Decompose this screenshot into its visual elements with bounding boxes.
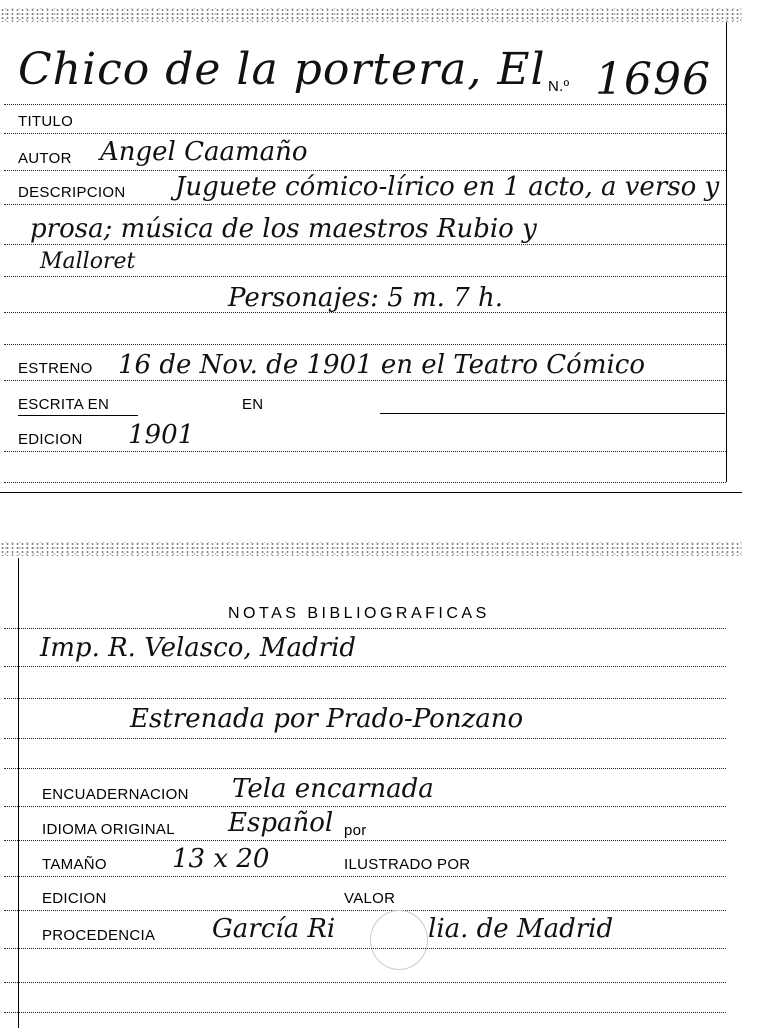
rule [4, 1012, 726, 1013]
rule [4, 876, 726, 877]
rule [4, 244, 726, 245]
rule [4, 806, 726, 807]
edicion-label: EDICION [18, 431, 83, 448]
punch-hole [370, 910, 428, 970]
notes-line-2: Estrenada por Prado-Ponzano [130, 704, 524, 734]
autor-value: Angel Caamaño [100, 137, 308, 167]
estreno-label: ESTRENO [18, 360, 93, 377]
encuadernacion-value: Tela encarnada [232, 774, 434, 804]
rule [4, 170, 726, 171]
rule [4, 982, 726, 983]
edicion-value: 1901 [128, 420, 195, 450]
rule [4, 344, 726, 345]
notas-heading: NOTAS BIBLIOGRAFICAS [228, 605, 490, 622]
rule [4, 738, 726, 739]
number-value: 1696 [595, 54, 711, 105]
descripcion-line-3: Malloret [40, 249, 136, 274]
card-bottom-edge [0, 492, 742, 493]
encuadernacion-label: ENCUADERNACION [42, 786, 189, 803]
personajes-value: Personajes: 5 m. 7 h. [228, 283, 504, 313]
card-top-edge [0, 8, 742, 22]
autor-label: AUTOR [18, 150, 72, 167]
rule [4, 276, 726, 277]
rule [4, 628, 726, 629]
en-line [380, 413, 725, 414]
title-value: Chico de la portera, El [18, 44, 546, 95]
en-label: EN [242, 396, 264, 413]
rule [4, 910, 726, 911]
rule [4, 840, 726, 841]
number-label: N.º [548, 78, 570, 95]
rule [4, 948, 726, 949]
procedencia-value-a: García Ri [212, 914, 336, 944]
procedencia-value-b: lia. de Madrid [428, 914, 614, 944]
titulo-label: TITULO [18, 113, 74, 130]
rule [4, 666, 726, 667]
rule [4, 133, 726, 134]
notes-line-1: Imp. R. Velasco, Madrid [40, 633, 357, 663]
punch-hole [322, 392, 378, 440]
descripcion-line-1: Juguete cómico-lírico en 1 acto, a verso y [175, 172, 720, 202]
ilustrado-label: ILUSTRADO POR [344, 856, 471, 873]
catalog-card-main [0, 0, 742, 493]
rule [4, 380, 726, 381]
valor-label: VALOR [344, 890, 396, 907]
edicion2-label: EDICION [42, 890, 107, 907]
por-label: por [344, 822, 367, 839]
catalog-card-notes [0, 538, 742, 1028]
card-right-edge [726, 22, 727, 482]
idioma-value: Español [228, 808, 334, 838]
estreno-value: 16 de Nov. de 1901 en el Teatro Cómico [118, 350, 646, 380]
tamano-label: TAMAÑO [42, 856, 107, 873]
rule [4, 482, 726, 483]
rule [4, 104, 726, 105]
rule [4, 451, 726, 452]
card-top-edge [0, 542, 742, 556]
rule [4, 768, 726, 769]
descripcion-label: DESCRIPCION [18, 184, 126, 201]
escrita-en-line [18, 415, 138, 416]
rule [4, 698, 726, 699]
tamano-value: 13 x 20 [172, 844, 270, 874]
procedencia-label: PROCEDENCIA [42, 927, 156, 944]
idioma-label: IDIOMA ORIGINAL [42, 821, 175, 838]
escrita-en-label: ESCRITA EN [18, 396, 110, 413]
rule [4, 312, 726, 313]
rule [4, 204, 726, 205]
descripcion-line-2: prosa; música de los maestros Rubio y [30, 214, 537, 244]
